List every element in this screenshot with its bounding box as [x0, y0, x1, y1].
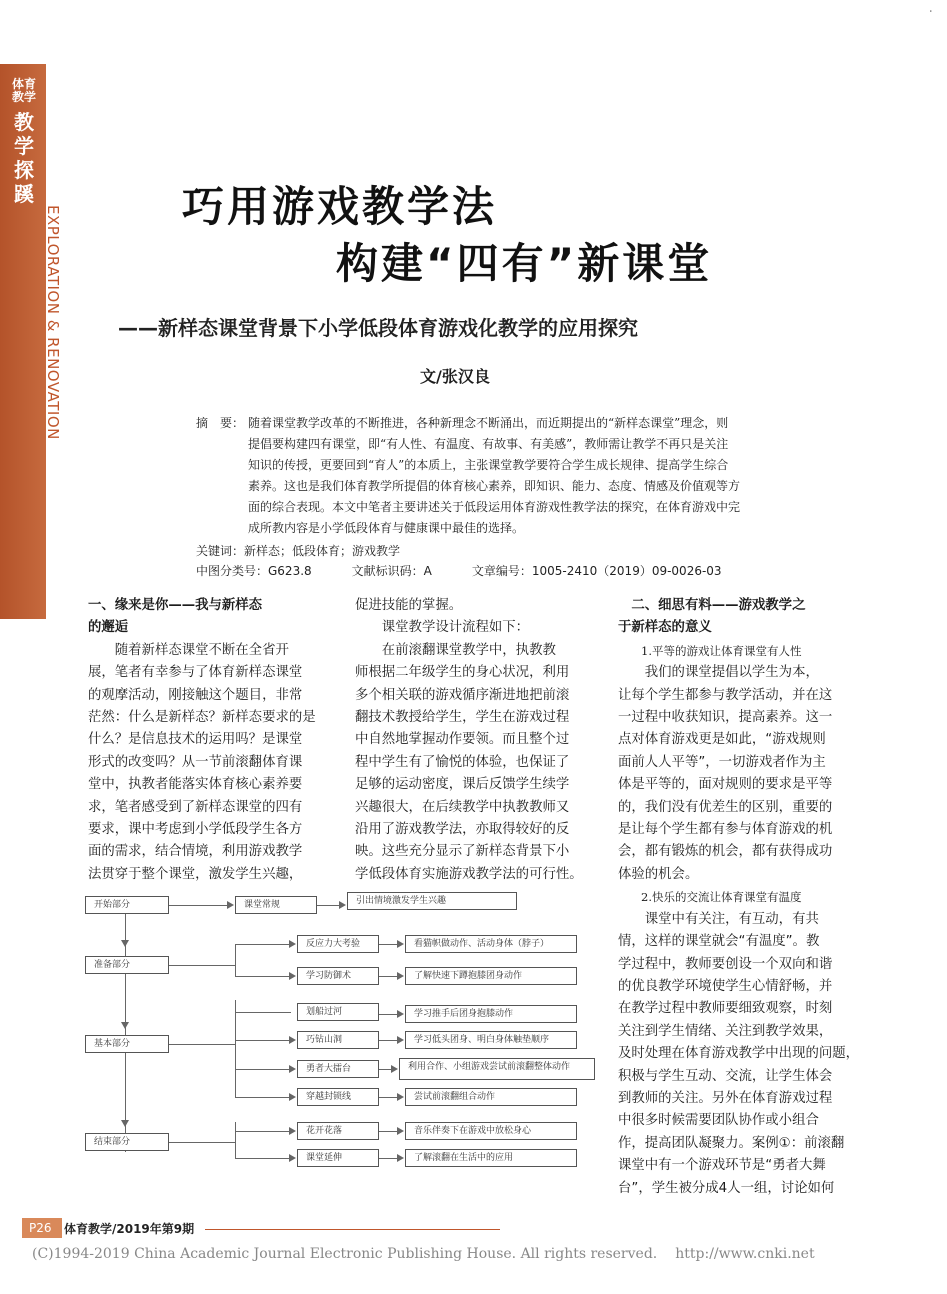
body-line: 在教学过程中教师要细致观察，时刻 [618, 1001, 833, 1017]
game-box: 巧钻山洞 [297, 1031, 379, 1049]
body-line: 茫然：什么是新样态？新样态要求的是 [88, 710, 316, 726]
desc-box: 尝试前滚翻组合动作 [405, 1088, 577, 1106]
subheading: 1.平等的游戏让体育课堂有人性 [618, 643, 802, 658]
section-heading: 的邂逅 [88, 620, 129, 636]
abstract-line: 提倡要构建四有课堂，即“有人性、有温度、有故事、有美感”，教师需让教学不再只是关注 [248, 437, 729, 451]
body-line: 我们的课堂提倡以学生为本， [618, 665, 819, 681]
body-line: 堂中，执教者能落实体育核心素养要 [88, 777, 303, 793]
desc-box: 学习低头团身、明白身体触垫顺序 [405, 1031, 577, 1049]
abstract-label: 摘 要： [196, 416, 245, 430]
section-heading: 一、缘来是你——我与新样态 [88, 598, 263, 613]
body-line: 程中学生有了愉悦的体验，也保证了 [355, 754, 570, 770]
document-code: 文献标识码：A [351, 564, 432, 578]
desc-box: 利用合作、小组游戏尝试前滚翻整体动作 [399, 1058, 595, 1080]
classification-line [196, 562, 762, 579]
step-desc-box: 引出情境激发学生兴趣 [347, 892, 517, 910]
body-line: 台”，学生被分成4人一组，讨论如何 [618, 1180, 835, 1196]
body-line: 多个相关联的游戏循序渐进地把前滚 [355, 687, 570, 703]
keywords: 关键词：新样态；低段体育；游戏教学 [196, 544, 401, 558]
title-line-2: 构建“四有”新课堂 [336, 239, 713, 288]
body-line: 是让每个学生都有参与体育游戏的机 [618, 822, 833, 838]
section-label-english: EXPLORATION & RENOVATION [44, 205, 62, 440]
corner-mark-icon: · [928, 4, 933, 20]
journal-name: 体育教学/2019年第9期 [64, 1222, 195, 1236]
body-line: 足够的运动密度，课后反馈学生续学 [355, 777, 570, 793]
body-line: 课堂教学设计流程如下： [355, 620, 530, 636]
section-heading: 于新样态的意义 [618, 620, 712, 636]
body-line: 师根据二年级学生的身心状况，利用 [355, 665, 570, 681]
game-box: 勇者大擂台 [297, 1060, 379, 1078]
lesson-flowchart [85, 882, 605, 1178]
stage-box: 结束部分 [85, 1133, 169, 1151]
desc-box: 学习推手后团身抱膝动作 [405, 1005, 577, 1023]
subtitle: ——新样态课堂背景下小学低段体育游戏化教学的应用探究 [118, 316, 638, 340]
body-line: 法贯穿于整个课堂，激发学生兴趣， [88, 866, 303, 882]
body-line: 面的需求，结合情境，利用游戏教学 [88, 844, 303, 860]
game-box: 学习防御术 [297, 967, 379, 985]
body-line: 体是平等的，面对规则的要求是平等 [618, 777, 833, 793]
copyright-text: (C)1994-2019 China Academic Journal Electronic Publishing House. All rights reserved. [32, 1246, 658, 1262]
copyright-notice [32, 1246, 815, 1262]
body-line: 作，提高团队凝聚力。案例①：前滚翻 [618, 1135, 845, 1151]
body-line: 什么？是信息技术的运用吗？是课堂 [88, 732, 303, 748]
abstract-line: 知识的传授，更要回到“育人”的本质上，主张课堂教学要符合学生成长规律、提高学生综合 [248, 458, 729, 472]
abstract-line: 随着课堂教学改革的不断推进，各种新理念不断涌出，而近期提出的“新样态课堂”理念，则 [248, 416, 729, 430]
subheading: 2.快乐的交流让体育课堂有温度 [618, 890, 802, 905]
game-box: 划船过河 [297, 1003, 379, 1021]
body-line: 映。这些充分显示了新样态背景下小 [355, 844, 570, 860]
body-line: 中自然地掌握动作要领。而且整个过 [355, 732, 570, 748]
body-line: 会，都有锻炼的机会，都有获得成功 [618, 844, 833, 860]
clc-number: 中图分类号：G623.8 [196, 564, 312, 578]
desc-box: 了解滚翻在生活中的应用 [405, 1149, 577, 1167]
section-label-small: 体育教学 [11, 77, 36, 104]
column-3 [618, 595, 868, 1200]
body-line: 面前人人平等”，一切游戏者作为主 [618, 754, 826, 770]
body-line: 课堂中有关注，有互动，有共 [618, 911, 819, 927]
body-line: 在前滚翻课堂教学中，执教教 [355, 642, 556, 658]
body-line: 展，笔者有幸参与了体育新样态课堂 [88, 665, 303, 681]
body-line: 的，我们没有优差生的区别，重要的 [618, 799, 833, 815]
title-line-1: 巧用游戏教学法 [182, 182, 498, 231]
game-box: 穿越封锁线 [297, 1088, 379, 1106]
body-line: 情，这样的课堂就会“有温度”。教 [618, 934, 820, 950]
abstract-line: 面的综合表现。本文中笔者主要讲述关于低段运用体育游戏性教学法的探究，在体育游戏中完 [248, 500, 741, 514]
body-line: 翻技术教授给学生，学生在游戏过程 [355, 710, 570, 726]
body-line: 学过程中，教师要创设一个双向和谐 [618, 956, 833, 972]
body-line: 形式的改变吗？从一节前滚翻体育课 [88, 754, 303, 770]
page-number: P26 [22, 1218, 62, 1238]
body-line: 促进技能的掌握。 [355, 598, 463, 613]
column-1 [88, 595, 338, 886]
author: 文/张汉良 [420, 367, 490, 386]
body-line: 沿用了游戏教学法，亦取得较好的反 [355, 822, 570, 838]
body-line: 及时处理在体育游戏教学中出现的问题， [618, 1046, 860, 1062]
cnki-url: http://www.cnki.net [675, 1246, 815, 1262]
body-line: 要求，课中考虑到小学低段学生各方 [88, 822, 303, 838]
abstract-line: 成所教内容是小学低段体育与健康课中最佳的选择。 [248, 521, 525, 535]
game-box: 课堂延伸 [297, 1149, 379, 1167]
body-line: 课堂中有一个游戏环节是“勇者大舞 [618, 1158, 826, 1174]
game-box: 反应力大考验 [297, 935, 379, 953]
stage-box: 基本部分 [85, 1035, 169, 1053]
body-line: 到教师的关注。另外在体育游戏过程 [618, 1090, 833, 1106]
column-2 [355, 595, 605, 886]
body-line: 一过程中收获知识，提高素养。这一 [618, 710, 833, 726]
abstract-line: 素养。这也是我们体育教学所提倡的体育核心素养，即知识、能力、态度、情感及价值观等方 [248, 479, 741, 493]
game-box: 花开花落 [297, 1122, 379, 1140]
step-box: 课堂常规 [235, 896, 317, 914]
body-line: 中很多时候需要团队协作或小组合 [618, 1113, 819, 1129]
stage-box: 准备部分 [85, 956, 169, 974]
desc-box: 了解快速下蹲抱膝团身动作 [405, 967, 577, 985]
body-line: 学低段体育实施游戏教学法的可行性。 [355, 866, 583, 882]
body-line: 关注到学生情绪、关注到教学效果， [618, 1023, 833, 1039]
body-line: 的观摩活动，刚接触这个题目，非常 [88, 687, 303, 703]
section-heading: 二、细思有料——游戏教学之 [618, 598, 806, 613]
stage-box: 开始部分 [85, 896, 169, 914]
body-line: 随着新样态课堂不断在全省开 [88, 642, 289, 658]
body-line: 兴趣很大，在后续教学中执教教师又 [355, 799, 570, 815]
desc-box: 音乐伴奏下在游戏中放松身心 [405, 1122, 577, 1140]
body-line: 积极与学生互动、交流，让学生体会 [618, 1068, 833, 1084]
body-line: 让每个学生都参与教学活动，并在这 [618, 687, 833, 703]
body-line: 的优良教学环境使学生心情舒畅，并 [618, 978, 833, 994]
footer-rule [205, 1229, 500, 1230]
body-line: 点对体育游戏更是如此，“游戏规则 [618, 732, 826, 748]
body-line: 体验的机会。 [618, 866, 699, 882]
article-number: 文章编号：1005-2410（2019）09-0026-03 [471, 564, 722, 578]
section-label-big: 教学探蹊 [14, 110, 34, 206]
body-line: 求，笔者感受到了新样态课堂的四有 [88, 799, 303, 815]
desc-box: 看猫帜做动作、活动身体（脖子） [405, 935, 577, 953]
